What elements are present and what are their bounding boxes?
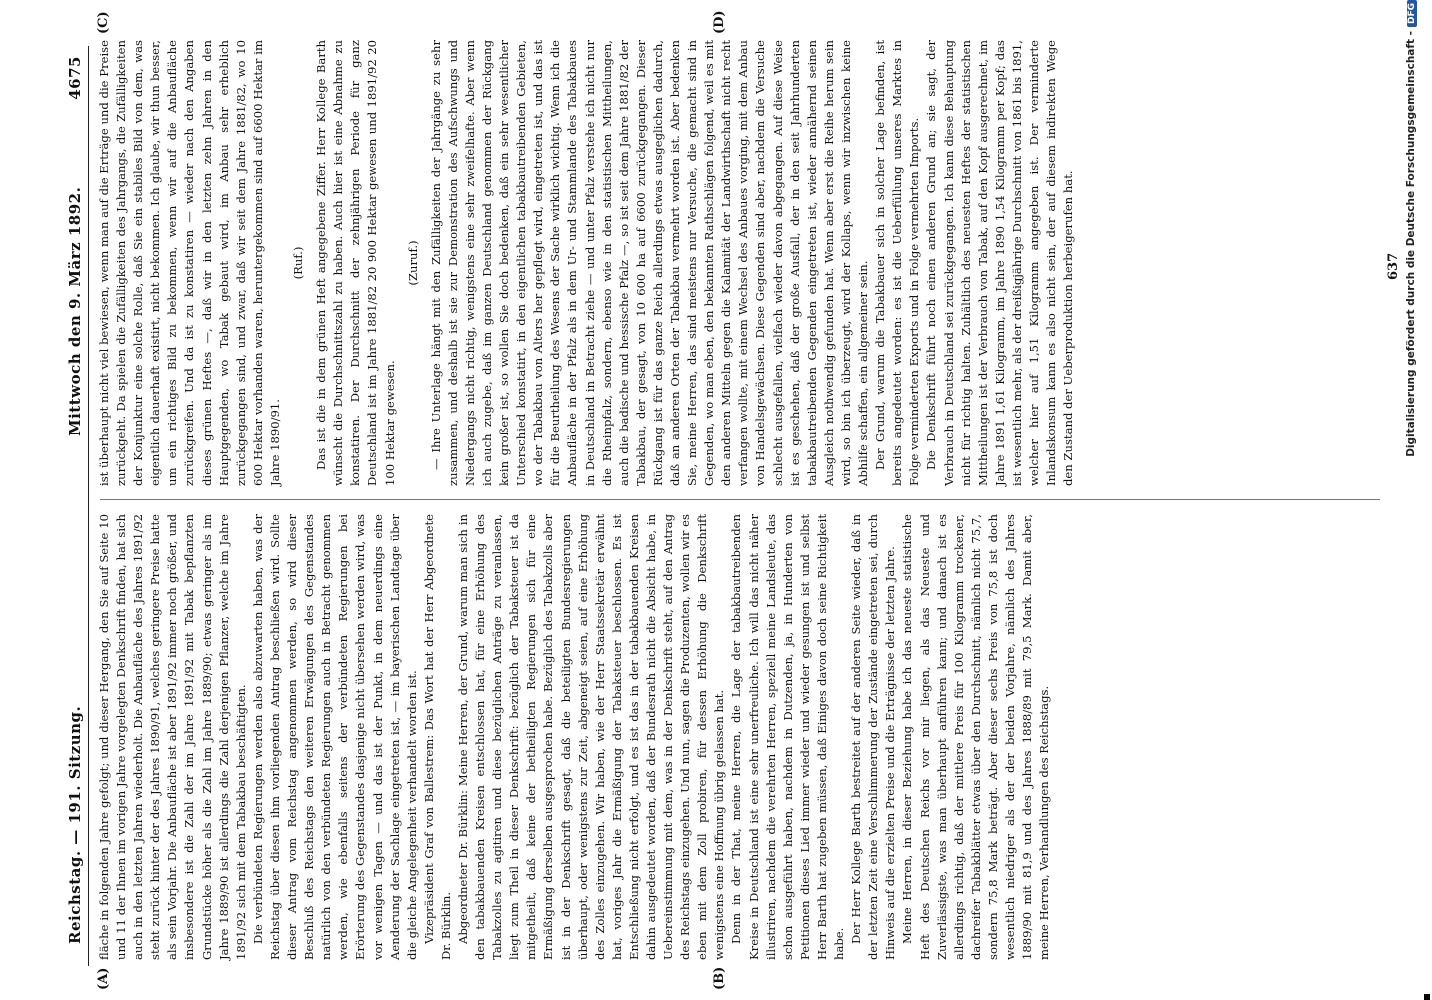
- header-left: Reichstag. — 191. Sitzung.: [66, 705, 84, 944]
- paragraph: ist überhaupt nicht viel bewiesen, wenn man auf die Erträge und die Preise zurückgeht. Da spielen die Zufälligkeiten des Jahrgangs, die Zufälligkeiten der Konjunktur eine solche Rolle, daß Sie ein stabiles Bild von dem, was eigentlich dauerhaft existirt, nicht bekommen. Ich glaube, wir thun besser, um ein richtiges Bild zu bekommen, wenn wir auf die Anbaufläche zurückgreifen. Und da ist zu konstatiren — wieder nach den Angaben dieses grünen Heftes —, daß wir in den letzten zehn Jahren in den Hauptgegenden, wo Tabak gebaut wird, im Anbau sehr erheblich zurückgegangen sind, und zwar, daß wir seit dem Jahre 1881/82, wo 10 600 Hektar vorhanden waren, heruntergekommen sind auf 6600 Hektar im Jahre 1890/91.: [97, 40, 282, 486]
- margin-marker-b: (B): [712, 966, 727, 990]
- paragraph: — Ihre Unterlage hängt mit den Zufälligkeiten der Jahrgänge zu sehr zusammen, und deshalb ist sie zur Demonstration des Aufschwungs und Niedergangs nicht richtig, wenigstens eine sehr zweifelhafte. Aber wenn ich auch zugebe, daß im ganzen Deutschland genommen der Rückgang kein großer ist, so wollen Sie doch bedenken, daß ein sehr wesentlicher Unterschied konstatirt, in den eigentlichen tabakbautreibenden Gebieten, wo der Tabakbau von Alters her gepflegt wird, eingetreten ist, und das ist für die Beurtheilung des Wesens der Sache wirklich wichtig. Wenn ich die Anbaufläche in der Pfalz als in dem Ur- und Stammlande des Tabakbaues in Deutschland in Betracht ziehe — und unter Pfalz verstehe ich nicht nur die Rheinpfalz, sondern, ebenso wie in den statistischen Mittheilungen, auch die badische und hessische Pfalz —, so ist seit dem Jahre 1881/82 der Tabakbau, der gesagt, von 10 600 ha auf 6600 zurückgegangen. Dieser Rückgang ist für das ganze Reich allerdings etwas ausgeglichen dadurch, daß an anderen Orten der Tabakbau vermehrt worden ist. Aber bedenken Sie, meine Herren, das sind meistens nur Versuche, die gemacht sind in Gegenden, wo man eben, den bekannten Rathschlägen folgend, weil es mit den anderen Mitteln gegen die Kalamität der Landwirthschaft nicht recht verfangen wollte, mit einem Wechsel des Anbaues vorging, mit dem Anbau von Handelsgewächsen. Diese Gegenden sind aber, nachdem die Versuche schlecht ausgefallen, vielfach wieder davon abgegangen. Auf diese Weise ist es geschehen, daß der große Ausfall, der in den seit Jahrhunderten tabakbautreibenden Gegenden eingetreten ist, wieder annähernd seinen Ausgleich nothwendig gefunden hat. Wenn aber erst die Reihe herum sein wird, so bin ich überzeugt, wird der Kollaps, wenn wir inzwischen keine Abhilfe schaffen, ein allgemeiner sein.: [428, 40, 871, 486]
- dfg-logo: DFG: [1407, 0, 1417, 27]
- paragraph: Die verbündeten Regierungen werden also abzuwarten haben, was der Reichstag über diesen ihm vorliegenden Antrag beschließen wird. Sollte dieser Antrag vom Reichstag angenommen werden, so wird dieser Beschluß des Reichstags den weiteren Erwägungen des Gegenstandes natürlich von den verbündeten Regierungen auch in Betracht genommen werden, wie ebenfalls seitens der verbündeten Regierungen bei Erörterung des Gegenstandes dasjenige nicht übersehen werden wird, was vor wenigen Tagen — und das ist der Punkt, in dem neuerdings eine Aenderung der Sachlage eingetreten ist, — im bayerischen Landtage über die gleiche Angelegenheit verhandelt worden ist.: [250, 514, 419, 960]
- header-date: Mittwoch den 9. März 1892.: [66, 186, 84, 436]
- margin-marker-a: (A): [96, 967, 111, 990]
- paragraph: Vizepräsident Graf von Ballestrem: Das Wort hat der Herr Abgeordnete Dr. Bürklin.: [421, 514, 453, 960]
- paragraph: Meine Herren, in dieser Beziehung habe ich das neueste statistische Heft des Deutschen Reichs vor mir liegen, als das Neueste und Zuverlässigste, was man überhaupt anführen kann; und danach ist es allerdings richtig, daß der mittlere Preis für 100 Kilogramm trockener, dachreifer Tabakblätter etwas über den Durchschnitt, nämlich nicht 75,7, sondern 75,8 Mark beträgt. Aber dieser sechs Preis von 75,8 ist doch wesentlich niedriger als der der beiden Vorjahre, nämlich des Jahres 1889/90 mit 81,9 und des Jahres 1888/89 mit 79,5 Mark. Damit aber, meine Herren, Verhandlungen des Reichstags.: [900, 514, 1052, 960]
- left-column: [96, 514, 1053, 960]
- digitization-credit: [1405, 0, 1417, 750]
- credit-text: Digitalisierung gefördert durch die Deutsche Forschungsgemeinschaft -: [1405, 31, 1417, 457]
- paragraph: Die Denkschrift führt noch einen anderen Grund an; sie sagt, der Verbrauch in Deutschland sei zurückgegangen. Ich kann diese Behauptung nicht für richtig halten. Zuhältlich des neuesten Heftes der statistischen Mittheilungen ist der Verbrauch von Tabak, auf den Kopf ausgerechnet, im Jahre 1891 1,61 Kilogramm, im Jahre 1890 1,54 Kilogramm per Kopf; das ist wesentlich mehr, als der dreißigjährige Durchschnitt von 1861 bis 1891, welcher hier auf 1,51 Kilogramm angegeben ist. Der verminderte Inlandskonsum kann es also nicht sein, der auf diesem indirekten Wege den Zustand der Ueberproduktion herbeigerufen hat.: [924, 40, 1076, 486]
- interjection: (Zuruf.): [405, 240, 420, 286]
- paragraph: Das ist die in dem grünen Heft angegebene Ziffer. Herr Kollege Barth wünscht die Durchschnittszahl zu haben. Auch hier ist eine Abnahme zu konstatiren. Der Durchschnitt der zehnjährigen Periode für ganz Deutschland ist im Jahre 1881/82 20 900 Hektar gewesen und 1891/92 20 100 Hektar gewesen.: [314, 40, 397, 486]
- margin-marker-d: (D): [712, 10, 727, 34]
- page-header: [62, 46, 89, 966]
- sheet-number: 637: [1386, 252, 1401, 280]
- paragraph: Der Herr Kollege Barth bestreitet auf der anderen Seite wieder, daß in der letzten Zeit eine Verschlimmerung der Zustände eingetreten sei, durch Hinweis auf die erzielten Preise und die Erträgnisse der letzten Jahre.: [849, 514, 898, 960]
- interjection: (Ruf.): [291, 246, 306, 280]
- scan-mark: [1424, 994, 1430, 1000]
- paragraph: Denn in der That, meine Herren, die Lage der tabakbautreibenden Kreise in Deutschland ist eine sehr unerfreuliche. Ich will das nicht näher illustriren, nachdem die verehrten Herren, speziell meine Landsleute, das schon ausgeführt haben, nachdem in Dutzenden, ja, in Hunderten von Petitionen dieses Lied immer wieder und wieder gesungen ist und selbst Herr Barth hat zugeben müssen, daß Einiges davon doch seine Richtigkeit habe.: [729, 514, 847, 960]
- page-number: 4675: [66, 56, 84, 100]
- paragraph: Abgeordneter Dr. Bürklin: Meine Herren, der Grund, warum man sich in den tabakbauenden Kreisen entschlossen hat, für eine Erhöhung des Tabakzolles zu agitiren und diese bezüglichen Anträge zu veranlassen, liegt zum Theil in dieser Denkschrift: bezüglich der Tabaksteuer ist da mitgetheilt, daß keine der betheiligten Regierungen sich für eine Ermäßigung derselben ausgesprochen habe. Bezüglich des Tabakzolls aber ist in der Denkschrift gesagt, daß die beteiligten Bundesregierungen überhaupt, oder wenigstens zur Zeit, abgeneigt seien, auf eine Erhöhung des Zolles einzugehen. Wir haben, wie der Herr Staatssekretär erwähnt hat, voriges Jahr die Ermäßigung der Tabaksteuer beschlossen. Es ist Entschließung nicht erfolgt, und es ist das in der tabakbauenden Kreisen dahin ausgedeutet worden, daß der Bundesrath nicht die Absicht habe, in Uebereinstimmung mit dem, was in der Denkschrift steht, auf den Antrag des Reichstags einzugehen. Und nun, sagen die Produzenten, wollen wir es eben mit dem Zoll probiren, für dessen Erhöhung die Denkschrift wenigstens eine Hoffnung übrig gelassen hat.: [455, 514, 727, 960]
- right-column: [96, 40, 1077, 486]
- paragraph: fläche in folgenden Jahre gefolgt; und dieser Hergang, den Sie auf Seite 10 und 11 der Ihnen im vorigen Jahre vorgelegten Denkschrift finden, hat sich auch in den letzten Jahren wiederholt. Die Anbaufläche des Jahres 1891/92 steht zurück hinter der des Jahres 1890/91, welches geringere Preise hatte als sein Vorjahr. Die Anbaufläche ist aber 1891/92 immer noch größer, und insbesondere ist die Zahl der im Jahre 1891/92 mit Tabak bepflanzten Grundstücke höher als die Zahl im Jahre 1889/90; etwas geringer als im Jahre 1889/90 ist allerdings die Zahl derjenigen Pflanzer, welche im Jahre 1891/92 sich mit dem Tabakbau beschäftigten.: [97, 514, 248, 960]
- paragraph: Der Grund, warum die Tabakbauer sich in solcher Lage befinden, ist bereits angedeutet worden: es ist die Ueberfüllung unseres Marktes in Folge verminderten Exports und in Folge vermehrten Imports.: [873, 40, 922, 486]
- margin-marker-c: (C): [96, 11, 111, 34]
- column-divider: [100, 499, 1380, 500]
